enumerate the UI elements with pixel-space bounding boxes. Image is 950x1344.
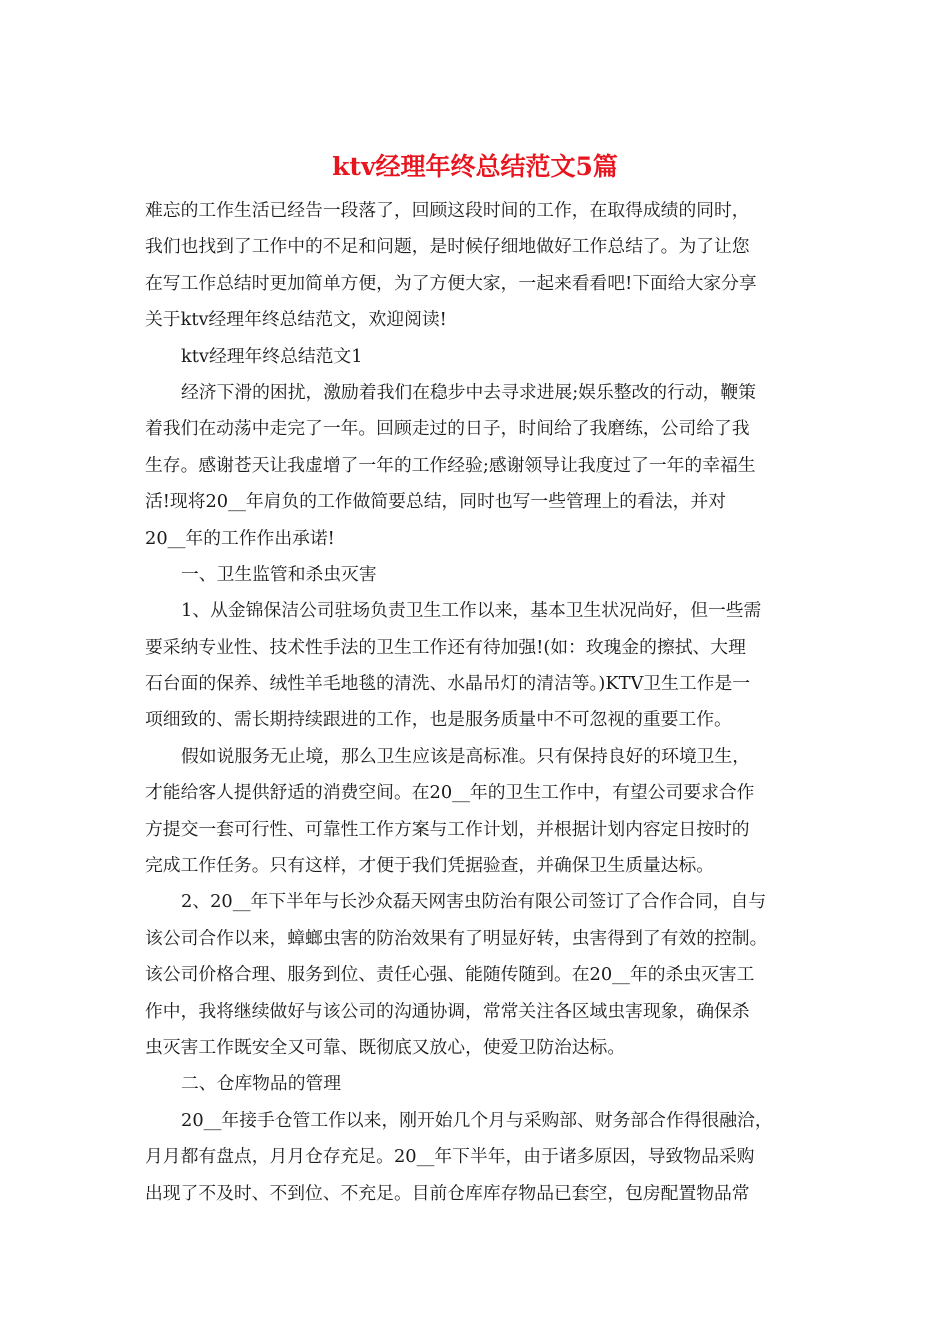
text-line: 生存。感谢苍天让我虚增了一年的工作经验;感谢领导让我度过了一年的幸福生: [145, 454, 756, 476]
text-line: 二、仓库物品的管理: [181, 1073, 342, 1095]
text-line: 在写工作总结时更加简单方便，为了方便大家，一起来看看吧!下面给大家分享: [145, 272, 757, 294]
text-line: 才能给客人提供舒适的消费空间。在20__年的卫生工作中，有望公司要求合作: [145, 782, 755, 804]
text-line: 2、20__年下半年与长沙众磊天网害虫防治有限公司签订了合作合同，自与: [181, 891, 767, 913]
text-line: 要采纳专业性、技术性手法的卫生工作还有待加强!(如：玫瑰金的擦拭、大理: [145, 636, 746, 658]
text-line: 该公司价格合理、服务到位、责任心强、能随传随到。在20__年的杀虫灭害工: [145, 964, 755, 986]
document-title: ktv经理年终总结范文5篇: [332, 152, 618, 181]
text-line: 石台面的保养、绒性羊毛地毯的清洗、水晶吊灯的清洁等。)KTV卫生工作是一: [145, 673, 751, 695]
text-line: 月月都有盘点，月月仓存充足。20__年下半年，由于诸多原因，导致物品采购: [145, 1146, 755, 1168]
text-line: 难忘的工作生活已经告一段落了，回顾这段时间的工作，在取得成绩的同时，: [145, 200, 750, 221]
text-line: 经济下滑的困扰，激励着我们在稳步中去寻求进展;娱乐整改的行动，鞭策: [181, 381, 756, 403]
text-line: 一、卫生监管和杀虫灭害: [181, 563, 377, 585]
text-line: 作中，我将继续做好与该公司的沟通协调，常常关注各区域虫害现象，确保杀: [145, 1000, 750, 1022]
text-line: 假如说服务无止境，那么卫生应该是高标准。只有保持良好的环境卫生，: [181, 745, 751, 767]
text-line: 该公司合作以来，蟑螂虫害的防治效果有了明显好转，虫害得到了有效的控制。: [145, 927, 768, 949]
text-line: 出现了不及时、不到位、不充足。目前仓库库存物品已套空，包房配置物品常: [145, 1182, 750, 1204]
text-line: 活!现将20__年肩负的工作做简要总结，同时也写一些管理上的看法，并对: [145, 491, 726, 513]
text-line: 着我们在动荡中走完了一年。回顾走过的日子，时间给了我磨练，公司给了我: [145, 418, 750, 440]
text-line: 虫灭害工作既安全又可靠、既彻底又放心，使爱卫防治达标。: [145, 1036, 626, 1058]
text-line: 项细致的、需长期持续跟进的工作，也是服务质量中不可忽视的重要工作。: [145, 709, 732, 731]
text-line: 关于ktv经理年终总结范文，欢迎阅读!: [145, 309, 447, 331]
document-body: [145, 193, 805, 1212]
text-line: 1、从金锦保洁公司驻场负责卫生工作以来，基本卫生状况尚好，但一些需: [181, 600, 762, 622]
text-line: 20__年的工作作出承诺!: [145, 527, 335, 549]
text-line: 20__年接手仓管工作以来，刚开始几个月与采购部、财务部合作得很融洽，: [181, 1109, 773, 1131]
text-line: ktv经理年终总结范文1: [181, 345, 363, 367]
text-line: 方提交一套可行性、可靠性工作方案与工作计划，并根据计划内容定日按时的: [145, 818, 750, 840]
text-line: 我们也找到了工作中的不足和问题，是时候仔细地做好工作总结了。为了让您: [145, 236, 750, 258]
text-line: 完成工作任务。只有这样，才便于我们凭据验查，并确保卫生质量达标。: [145, 855, 715, 877]
